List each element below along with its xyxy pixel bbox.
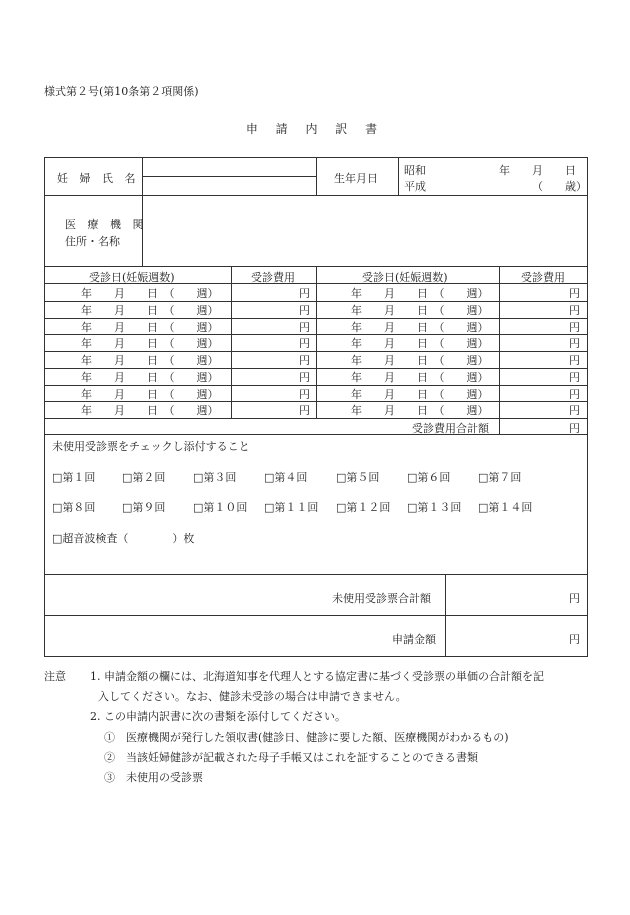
page-title: 申 請 内 訳 書 xyxy=(245,122,385,136)
ticket-checkbox-9[interactable]: □第９回 xyxy=(122,501,166,514)
visit-fee-left[interactable]: 円 xyxy=(299,303,310,317)
visit-fee-left[interactable]: 円 xyxy=(299,287,310,300)
ticket-checkbox-14[interactable]: □第１４回 xyxy=(478,501,533,514)
ticket-checkbox-12[interactable]: □第１２回 xyxy=(336,501,391,514)
visit-date-left[interactable]: 年 月 日 （ 週） xyxy=(81,354,219,367)
unused-total-field[interactable]: 円 xyxy=(569,592,580,605)
patient-name-field[interactable] xyxy=(143,159,316,176)
visit-date-header-right: 受診日(妊娠週数) xyxy=(362,271,448,284)
form-number: 様式第２号(第10条第２項関係) xyxy=(44,85,199,98)
clinic-field[interactable] xyxy=(143,196,587,266)
visit-date-left[interactable]: 年 月 日 （ 週） xyxy=(81,303,219,317)
ticket-checkbox-5[interactable]: □第５回 xyxy=(336,471,380,484)
ticket-checkbox-8[interactable]: □第８回 xyxy=(52,501,96,514)
application-form-table xyxy=(44,157,588,657)
unused-total-label: 未使用受診票合計額 xyxy=(332,592,431,605)
ticket-checkbox-1[interactable]: □第１回 xyxy=(52,471,96,484)
era-showa: 昭和 xyxy=(404,164,426,177)
ticket-checkbox-7[interactable]: □第７回 xyxy=(478,471,522,484)
ticket-checkbox-4[interactable]: □第４回 xyxy=(264,471,308,484)
birth-date-field[interactable]: 年 月 日 xyxy=(499,164,576,177)
visit-fee-header-left: 受診費用 xyxy=(251,271,295,284)
notes-heading: 注意 xyxy=(44,670,66,683)
note-2-item-1: ① 医療機関が発行した領収書(健診日、健診に要した額、医療機関がわかるもの) xyxy=(104,731,509,744)
visit-fee-right[interactable]: 円 xyxy=(569,337,580,351)
visit-fee-right[interactable]: 円 xyxy=(569,354,580,367)
request-amount-label: 申請金額 xyxy=(392,633,436,646)
visit-date-left[interactable]: 年 月 日 （ 週） xyxy=(81,287,219,300)
era-heisei: 平成 xyxy=(404,180,426,193)
ticket-instruction: 未使用受診票をチェックし添付すること xyxy=(52,440,250,453)
note-2-item-3: ③ 未使用の受診票 xyxy=(104,771,203,784)
visit-fee-right[interactable]: 円 xyxy=(569,287,580,300)
ticket-checkbox-13[interactable]: □第１３回 xyxy=(407,501,462,514)
visit-date-left[interactable]: 年 月 日 （ 週） xyxy=(81,320,219,334)
visit-date-right[interactable]: 年 月 日 （ 週） xyxy=(351,370,489,384)
visit-fee-right[interactable]: 円 xyxy=(569,320,580,334)
visit-date-right[interactable]: 年 月 日 （ 週） xyxy=(351,320,489,334)
request-amount-field[interactable]: 円 xyxy=(569,633,580,646)
note-2: 2. この申請内訳書に次の書類を添付してください。 xyxy=(90,710,346,723)
visit-date-left[interactable]: 年 月 日 （ 週） xyxy=(81,387,219,401)
visit-fee-right[interactable]: 円 xyxy=(569,387,580,401)
visit-date-right[interactable]: 年 月 日 （ 週） xyxy=(351,354,489,367)
ultrasound-checkbox[interactable] xyxy=(52,530,194,546)
age-field[interactable]: （ 歳） xyxy=(532,180,587,193)
visit-fee-left[interactable]: 円 xyxy=(299,404,310,418)
visit-fee-left[interactable]: 円 xyxy=(299,320,310,334)
ticket-checkbox-2[interactable]: □第２回 xyxy=(122,471,166,484)
birth-date-label: 生年月日 xyxy=(334,172,378,185)
visit-fee-left[interactable]: 円 xyxy=(299,354,310,367)
visit-fee-right[interactable]: 円 xyxy=(569,303,580,317)
visit-date-left[interactable]: 年 月 日 （ 週） xyxy=(81,404,219,418)
ticket-checkbox-10[interactable]: □第１０回 xyxy=(193,501,248,514)
visit-date-right[interactable]: 年 月 日 （ 週） xyxy=(351,404,489,418)
visit-date-right[interactable]: 年 月 日 （ 週） xyxy=(351,387,489,401)
patient-name-label: 妊 婦 氏 名 xyxy=(57,172,140,185)
clinic-label-2: 住所・名称 xyxy=(65,235,120,248)
visit-date-header-left: 受診日(妊娠週数) xyxy=(89,271,175,284)
visit-total-label: 受診費用合計額 xyxy=(412,422,489,435)
visit-fee-left[interactable]: 円 xyxy=(299,337,310,351)
visit-date-left[interactable]: 年 月 日 （ 週） xyxy=(81,370,219,384)
visit-date-right[interactable]: 年 月 日 （ 週） xyxy=(351,303,489,317)
visit-fee-left[interactable]: 円 xyxy=(299,370,310,384)
note-1-line-2: 入してください。なお、健診未受診の場合は申請できません。 xyxy=(98,690,407,703)
visit-fee-header-right: 受診費用 xyxy=(521,271,565,284)
ultrasound-prefix: □超音波検査（ xyxy=(52,532,129,545)
visit-total-unit[interactable]: 円 xyxy=(569,422,580,435)
visit-fee-right[interactable]: 円 xyxy=(569,404,580,418)
visit-fee-left[interactable]: 円 xyxy=(299,387,310,401)
visit-fee-right[interactable]: 円 xyxy=(569,370,580,384)
clinic-label: 医 療 機 関 xyxy=(65,218,148,231)
ultrasound-suffix: ）枚 xyxy=(172,532,195,545)
visit-date-right[interactable]: 年 月 日 （ 週） xyxy=(351,337,489,351)
ticket-checkbox-11[interactable]: □第１１回 xyxy=(264,501,319,514)
ticket-checkbox-6[interactable]: □第６回 xyxy=(407,471,451,484)
note-2-item-2: ② 当該妊婦健診が記載された母子手帳又はこれを証することのできる書類 xyxy=(104,751,478,764)
visit-date-left[interactable]: 年 月 日 （ 週） xyxy=(81,337,219,351)
note-1-line-1: 1. 申請金額の欄には、北海道知事を代理人とする協定書に基づく受診票の単価の合計額を記 xyxy=(90,670,544,683)
patient-name-field-2[interactable] xyxy=(143,177,316,193)
visit-date-right[interactable]: 年 月 日 （ 週） xyxy=(351,287,489,300)
ticket-checkbox-3[interactable]: □第３回 xyxy=(193,471,237,484)
